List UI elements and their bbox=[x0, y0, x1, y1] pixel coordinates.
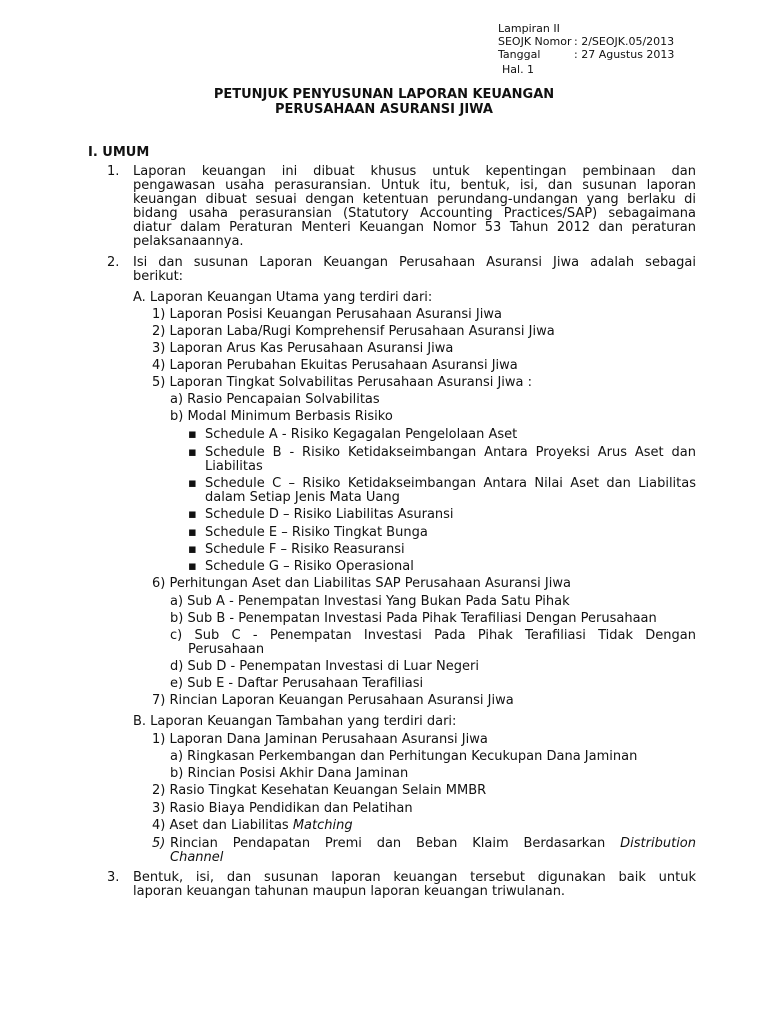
list-item-a6c-cont: Perusahaan bbox=[188, 642, 265, 657]
item-1-number: 1. bbox=[107, 164, 120, 179]
schedule-b: Schedule B - Risiko Ketidakseimbangan Antara Proyeksi Arus Aset dan bbox=[205, 445, 696, 460]
list-item-b3: 3) Rasio Biaya Pendidikan dan Pelatihan bbox=[152, 801, 413, 816]
bullet-icon: ▪ bbox=[188, 427, 197, 442]
schedule-b-cont: Liabilitas bbox=[205, 459, 263, 474]
item-2-line: berikut: bbox=[133, 269, 184, 284]
list-item-a6d: d) Sub D - Penempatan Investasi di Luar Negeri bbox=[170, 659, 479, 674]
list-item-b5-number: 5) bbox=[152, 836, 166, 851]
item-1-line: pelaksanaannya. bbox=[133, 234, 244, 249]
header-lampiran: Lampiran II bbox=[498, 22, 560, 35]
list-item-b1: 1) Laporan Dana Jaminan Perusahaan Asuransi Jiwa bbox=[152, 732, 488, 747]
item-2-line: Isi dan susunan Laporan Keuangan Perusahaan Asuransi Jiwa adalah sebagai bbox=[133, 255, 696, 270]
bullet-icon: ▪ bbox=[188, 445, 197, 460]
list-item-a7: 7) Rincian Laporan Keuangan Perusahaan Asuransi Jiwa bbox=[152, 693, 514, 708]
item-1-line: keuangan dibuat sesuai dengan ketentuan perundang-undangan yang berlaku di bbox=[133, 192, 696, 207]
list-item-a1: 1) Laporan Posisi Keuangan Perusahaan Asuransi Jiwa bbox=[152, 307, 502, 322]
list-item-b4: 4) Aset dan Liabilitas Matching bbox=[152, 818, 353, 833]
item-3-number: 3. bbox=[107, 870, 120, 885]
schedule-d: Schedule D – Risiko Liabilitas Asuransi bbox=[205, 507, 454, 522]
list-item-a2: 2) Laporan Laba/Rugi Komprehensif Perusahaan Asuransi Jiwa bbox=[152, 324, 555, 339]
bullet-icon: ▪ bbox=[188, 525, 197, 540]
item-1-line: diatur dalam Peraturan Menteri Keuangan Nomor 53 Tahun 2012 dan peraturan bbox=[133, 220, 696, 235]
list-item-a6b: b) Sub B - Penempatan Investasi Pada Pihak Terafiliasi Dengan Perusahaan bbox=[170, 611, 657, 626]
list-item-a6: 6) Perhitungan Aset dan Liabilitas SAP Perusahaan Asuransi Jiwa bbox=[152, 576, 571, 591]
item-1-line: Laporan keuangan ini dibuat khusus untuk kepentingan pembinaan dan bbox=[133, 164, 696, 179]
bullet-icon: ▪ bbox=[188, 559, 197, 574]
list-item-b5-cont: Channel bbox=[170, 850, 224, 865]
document-title bbox=[0, 87, 768, 117]
schedule-f: Schedule F – Risiko Reasuransi bbox=[205, 542, 405, 557]
schedule-g: Schedule G – Risiko Operasional bbox=[205, 559, 414, 574]
bullet-icon: ▪ bbox=[188, 542, 197, 557]
list-item-a5b: b) Modal Minimum Berbasis Risiko bbox=[170, 409, 393, 424]
list-item-a5a: a) Rasio Pencapaian Solvabilitas bbox=[170, 392, 380, 407]
schedule-c-cont: dalam Setiap Jenis Mata Uang bbox=[205, 490, 400, 505]
item-1-line: bidang usaha perasuransian (Statutory Accounting Practices/SAP) sebagaimana bbox=[133, 206, 696, 221]
header-tanggal-label: Tanggal bbox=[498, 48, 541, 61]
header-seojk-value: : 2/SEOJK.05/2013 bbox=[574, 35, 675, 48]
list-item-b1b: b) Rincian Posisi Akhir Dana Jaminan bbox=[170, 766, 409, 781]
list-item-a5: 5) Laporan Tingkat Solvabilitas Perusahaan Asuransi Jiwa : bbox=[152, 375, 533, 390]
title-line-2: PERUSAHAAN ASURANSI JIWA bbox=[275, 102, 493, 117]
item-1-line: pengawasan usaha perasuransian. Untuk itu, bentuk, isi, dan susunan laporan bbox=[133, 178, 696, 193]
item-2-number: 2. bbox=[107, 255, 120, 270]
document-header bbox=[498, 22, 674, 76]
list-item-b5: Rincian Pendapatan Premi dan Beban Klaim Berdasarkan Distribution bbox=[170, 836, 696, 851]
header-tanggal-value: : 27 Agustus 2013 bbox=[574, 48, 675, 61]
list-item-a6a: a) Sub A - Penempatan Investasi Yang Bukan Pada Satu Pihak bbox=[170, 594, 570, 609]
item-3-line: laporan keuangan tahunan maupun laporan keuangan triwulanan. bbox=[133, 884, 566, 899]
list-item-a4: 4) Laporan Perubahan Ekuitas Perusahaan Asuransi Jiwa bbox=[152, 358, 518, 373]
list-item-b1a: a) Ringkasan Perkembangan dan Perhitungan Kecukupan Dana Jaminan bbox=[170, 749, 638, 764]
list-item-a3: 3) Laporan Arus Kas Perusahaan Asuransi Jiwa bbox=[152, 341, 454, 356]
list-item-b2: 2) Rasio Tingkat Kesehatan Keuangan Selain MMBR bbox=[152, 783, 487, 798]
subsection-a: A. Laporan Keuangan Utama yang terdiri dari: bbox=[133, 290, 433, 305]
header-seojk-label: SEOJK Nomor bbox=[498, 35, 572, 48]
bullet-icon: ▪ bbox=[188, 476, 197, 491]
bullet-icon: ▪ bbox=[188, 507, 197, 522]
section-heading: I. UMUM bbox=[88, 145, 150, 160]
list-item-a6e: e) Sub E - Daftar Perusahaan Terafiliasi bbox=[170, 676, 424, 691]
list-item-a6c: c) Sub C - Penempatan Investasi Pada Pihak Terafiliasi Tidak Dengan bbox=[170, 628, 696, 643]
subsection-b: B. Laporan Keuangan Tambahan yang terdiri dari: bbox=[133, 714, 457, 729]
title-line-1: PETUNJUK PENYUSUNAN LAPORAN KEUANGAN bbox=[213, 87, 555, 102]
schedule-a: Schedule A - Risiko Kegagalan Pengelolaan Aset bbox=[205, 427, 518, 442]
schedule-e: Schedule E – Risiko Tingkat Bunga bbox=[205, 525, 428, 540]
header-page-number: Hal. 1 bbox=[502, 63, 535, 76]
item-3-line: Bentuk, isi, dan susunan laporan keuangan tersebut digunakan baik untuk bbox=[133, 870, 696, 885]
schedule-c: Schedule C – Risiko Ketidakseimbangan Antara Nilai Aset dan Liabilitas bbox=[205, 476, 696, 491]
